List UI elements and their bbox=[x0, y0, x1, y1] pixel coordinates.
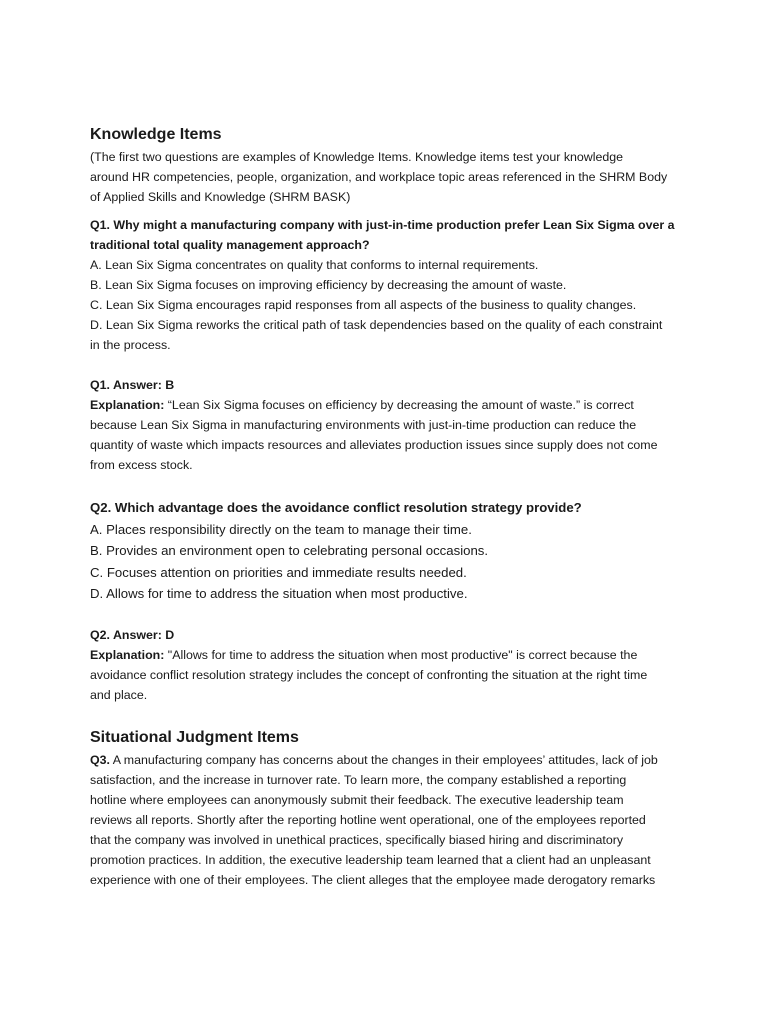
q1-option-a: A. Lean Six Sigma concentrates on quality that conforms to internal requirements. bbox=[90, 258, 539, 272]
q2-option-b: B. Provides an environment open to celebrating personal occasions. bbox=[90, 543, 489, 558]
situational-judgment-heading: Situational Judgment Items bbox=[90, 728, 299, 746]
q3-line: satisfaction, and the increase in turnover rate. To learn more, the company established a reporting bbox=[90, 772, 627, 787]
q2-explanation-line: avoidance conflict resolution strategy includes the concept of confronting the situation at the right time bbox=[90, 667, 648, 682]
q3-line: that the company was involved in unethical practices, specifically biased hiring and discriminatory bbox=[90, 832, 624, 847]
q3-line: hotline where employees can anonymously submit their feedback. The executive leadership team bbox=[90, 792, 624, 807]
intro-line: around HR competencies, people, organization, and workplace topic areas referenced in the SHRM Body bbox=[90, 170, 668, 184]
q2-explanation-text: "Allows for time to address the situation when most productive" is correct because the bbox=[164, 647, 638, 662]
q1-explanation-line: from excess stock. bbox=[90, 458, 193, 472]
q2-option-c: C. Focuses attention on priorities and immediate results needed. bbox=[90, 564, 467, 580]
q1-explanation-line bbox=[90, 395, 680, 415]
q1-explanation-line: quantity of waste which impacts resources and alleviates production issues since supply does not come bbox=[90, 438, 658, 452]
q2-option-d: D. Allows for time to address the situation when most productive. bbox=[90, 586, 468, 601]
q1-option-b: B. Lean Six Sigma focuses on improving efficiency by decreasing the amount of waste. bbox=[90, 278, 567, 292]
q3-label: Q3. bbox=[90, 752, 110, 767]
q3-line bbox=[90, 750, 680, 770]
q1-option-c: C. Lean Six Sigma encourages rapid responses from all aspects of the business to quality changes. bbox=[90, 298, 637, 312]
q1-question-line: Q1. Why might a manufacturing company with just-in-time production prefer Lean Six Sigma over a bbox=[90, 218, 675, 232]
intro-line: (The first two questions are examples of Knowledge Items. Knowledge items test your knowledge bbox=[90, 150, 624, 164]
q1-question-line: traditional total quality management approach? bbox=[90, 238, 370, 252]
q3-line: experience with one of their employees. The client alleges that the employee made derogatory remarks bbox=[90, 872, 656, 887]
q2-explanation-label: Explanation: bbox=[90, 647, 165, 662]
q1-explanation-label: Explanation: bbox=[90, 398, 165, 412]
q2-explanation-line bbox=[90, 645, 680, 665]
knowledge-items-heading: Knowledge Items bbox=[90, 126, 222, 143]
q3-line: reviews all reports. Shortly after the reporting hotline went operational, one of the employees reported bbox=[90, 812, 646, 827]
q2-option-a: A. Places responsibility directly on the team to manage their time. bbox=[90, 521, 472, 537]
q1-explanation-text: “Lean Six Sigma focuses on efficiency by decreasing the amount of waste.” is correct bbox=[164, 398, 634, 412]
q2-explanation-line: and place. bbox=[90, 687, 148, 702]
q1-explanation-line: because Lean Six Sigma in manufacturing environments with just-in-time production can reduce the bbox=[90, 418, 637, 432]
q2-answer: Q2. Answer: D bbox=[90, 627, 175, 642]
q3-line: promotion practices. In addition, the executive leadership team learned that a client had an unpleasant bbox=[90, 852, 651, 867]
q1-option-d: D. Lean Six Sigma reworks the critical path of task dependencies based on the quality of each constraint bbox=[90, 318, 663, 332]
q1-option-d-cont: in the process. bbox=[90, 338, 171, 352]
q2-question: Q2. Which advantage does the avoidance conflict resolution strategy provide? bbox=[90, 500, 582, 515]
q3-text: A manufacturing company has concerns about the changes in their employees’ attitudes, lack of job bbox=[109, 752, 658, 767]
q1-answer: Q1. Answer: B bbox=[90, 378, 175, 392]
document-page bbox=[90, 124, 680, 890]
intro-line: of Applied Skills and Knowledge (SHRM BASK) bbox=[90, 190, 351, 204]
